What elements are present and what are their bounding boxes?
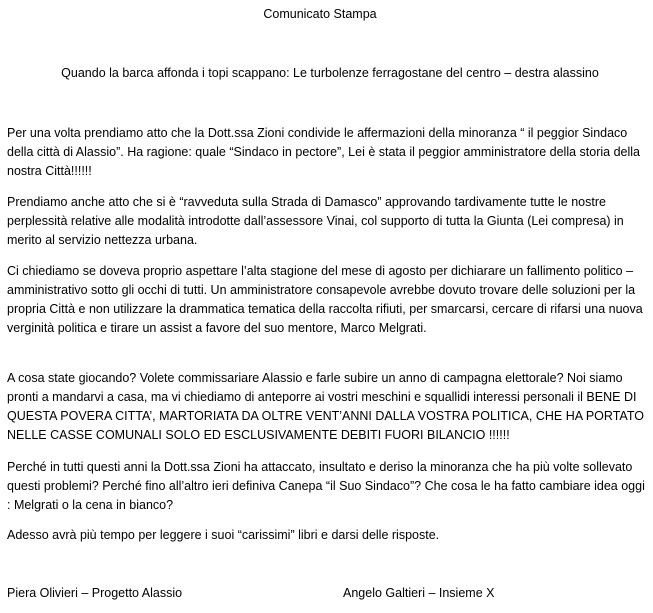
paragraph-1: Per una volta prendiamo atto che la Dott.ssa Zioni condivide le affermazioni della minoranza “ il peggior Sindaco della città di Alassio”. Ha ragione: quale “Sindaco in pectore”, Lei è stata il peggior amministratore della storia della nostra Città!!!!!! — [7, 126, 640, 178]
paragraph-4: A cosa state giocando? Volete commissariare Alassio e farle subire un anno di campagna elettorale? Noi siamo pronti a mandarvi a casa, ma vi chiediamo di anteporre ai vostri meschini e squallidi interessi personali il BENE DI QUESTA POVERA CITTA’, MARTORIATA DA OLTRE VENT’ANNI DALLA VOSTRA POLITICA, CHE HA PORTATO NELLE CASSE COMUNALI SOLO ED ESCLUSIVAMENTE DEBITI FUORI BILANCIO !!!!!! — [7, 371, 644, 442]
paragraph-3: Ci chiediamo se doveva proprio aspettare l’alta stagione del mese di agosto per dichiarare un fallimento politico – amministrativo sotto gli occhi di tutti. Un amministratore consapevole avrebbe dovuto trovare delle soluzioni per la propria Città e non utilizzare la drammatica tematica della raccolta rifiuti, per smarcarsi, cercare di rifarsi una nuova verginità politica e tirare un assist a favore del suo mentore, Marco Melgrati. — [7, 264, 643, 335]
signature-left: Piera Olivieri – Progetto Alassio — [7, 586, 183, 600]
paragraph-6: Adesso avrà più tempo per leggere i suoi “carissimi” libri e darsi delle risposte. — [7, 528, 440, 542]
document-title: Comunicato Stampa — [263, 7, 377, 21]
document-subtitle: Quando la barca affonda i topi scappano: Le turbolenze ferragostane del centro – destra alassino — [61, 66, 599, 80]
paragraph-2: Prendiamo anche atto che si è “ravveduta sulla Strada di Damasco” approvando tardivamente tutte le nostre perplessità relative alle modalità introdotte dall’assessore Vinai, col supporto di tutta la Giunta (Lei compresa) in merito al servizio nettezza urbana. — [7, 195, 624, 247]
signature-right: Angelo Galtieri – Insieme X — [343, 586, 495, 600]
paragraph-5: Perché in tutti questi anni la Dott.ssa Zioni ha attaccato, insultato e deriso la minoranza che ha più volte sollevato questi problemi? Perché fino all’altro ieri definiva Canepa “il Suo Sindaco”? Che cosa le ha fatto cambiare idea oggi : Melgrati o la cena in bianco? — [7, 460, 645, 512]
